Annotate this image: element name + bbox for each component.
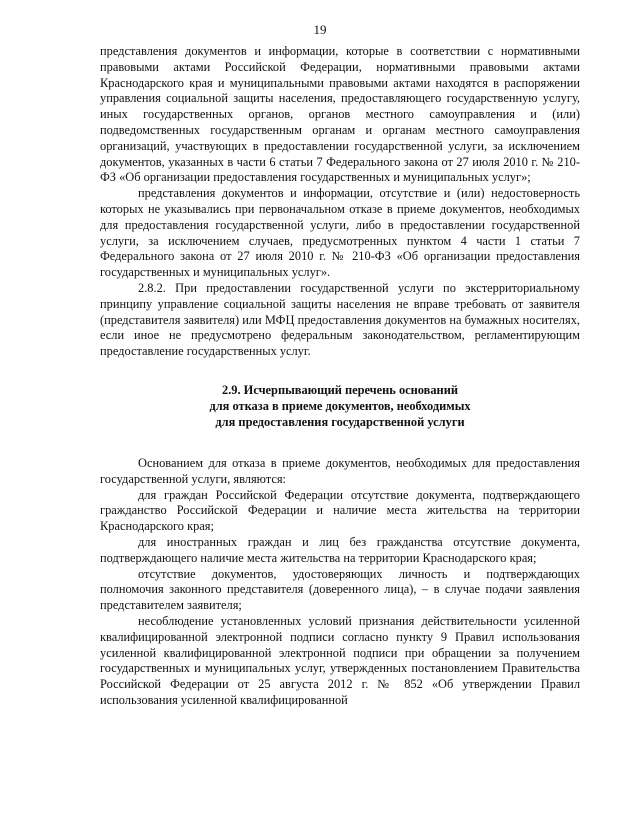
- paragraph: для иностранных граждан и лиц без гражданства отсутствие документа, подтверждающего наличие места жительства на территории Краснодарского края;: [100, 534, 580, 565]
- paragraph: 2.8.2. При предоставлении государственной услуги по экстерриториальному принципу управление социальной защиты населения не вправе требовать от заявителя (представителя заявителя) или МФЦ предоставления документов на бумажных носителях, если иное не предусмотрено федеральным законодательством, регламентирующим предоставление государственных услуг.: [100, 280, 580, 359]
- page-number: 19: [313, 22, 327, 37]
- document-body: [100, 44, 580, 709]
- section-heading-line: для предоставления государственной услуги: [215, 414, 465, 429]
- paragraph: для граждан Российской Федерации отсутствие документа, подтверждающего гражданство Российской Федерации и наличие места жительства на территории Краснодарского края;: [100, 487, 580, 534]
- paragraph: Основанием для отказа в приеме документов, необходимых для предоставления государственной услуги, являются:: [100, 455, 580, 486]
- section-heading: [100, 382, 580, 430]
- paragraph: представления документов и информации, отсутствие и (или) недостоверность которых не указывались при первоначальном отказе в приеме документов, необходимых для предоставления государственной услуги, либо в предоставлении государственной услуги, за исключением случаев, предусмотренных пунктом 4 части 1 статьи 7 Федерального закона от 27 июля 2010 г. № 210-ФЗ «Об организации предоставления государственных и муниципальных услуг».: [100, 186, 580, 280]
- paragraph: представления документов и информации, которые в соответствии с нормативными правовыми актами Российской Федерации, нормативными правовыми актами Краснодарского края и муниципальными правовыми актами находятся в распоряжении управления социальной защиты населения, предоставляющего государственную услугу, иных государственных органов, органов местного самоуправления и (или) подведомственных государственным органам и органам местного самоуправления организаций, участвующих в предоставлении государственной услуги, за исключением документов, указанных в части 6 статьи 7 Федерального закона от 27 июля 2010 г. № 210-ФЗ «Об организации предоставления государственных и муниципальных услуг»;: [100, 44, 580, 185]
- section-heading-line: для отказа в приеме документов, необходимых: [209, 398, 471, 413]
- paragraph: отсутствие документов, удостоверяющих личность и подтверждающих полномочия законного представителя (доверенного лица), – в случае подачи заявления представителем заявителя;: [100, 566, 580, 613]
- paragraph: несоблюдение установленных условий признания действительности усиленной квалифицированной электронной подписи согласно пункту 9 Правил использования усиленной квалифицированной электронной подписи при обращении за получением государственных и муниципальных услуг, утвержденных постановлением Правительства Российской Федерации от 25 августа 2012 г. № 852 «Об утверждении Правил использования усиленной квалифицированной: [100, 613, 580, 707]
- section-heading-line: 2.9. Исчерпывающий перечень оснований: [222, 382, 458, 397]
